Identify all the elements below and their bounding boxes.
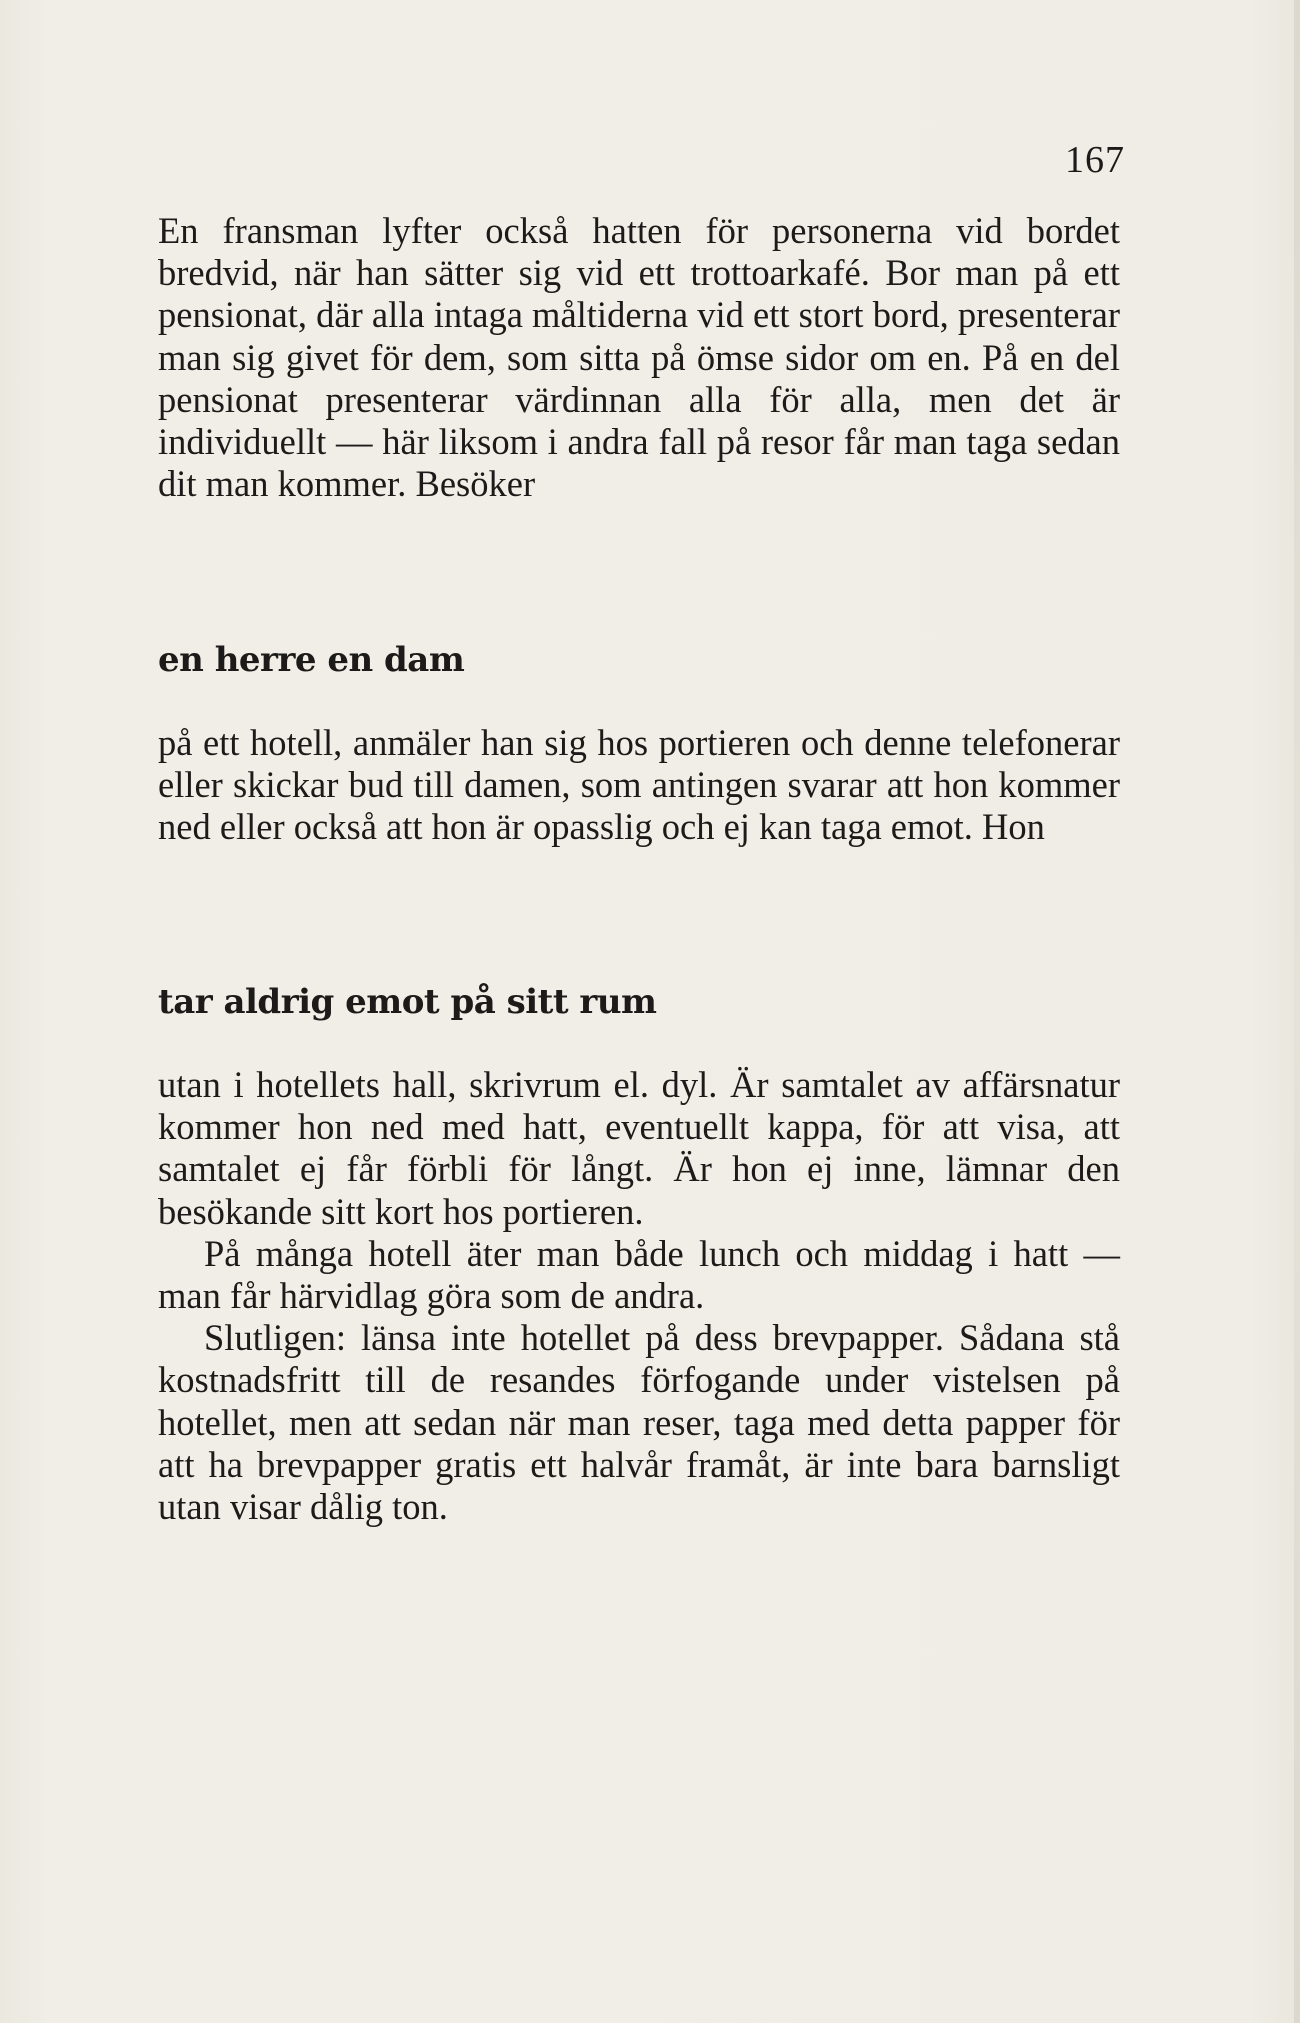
paragraph: utan i hotellets hall, skrivrum el. dyl. Är samtalet av affärsnatur kommer hon ned med hatt, eventuellt kappa, för att visa, att samtalet ej får förbli för långt. Är hon ej inne, lämnar den besökande sitt kort hos portieren. bbox=[158, 1064, 1120, 1232]
paragraph: på ett hotell, anmäler han sig hos portieren och denne telefonerar eller skickar bud till damen, som antingen svarar att hon kommer ned eller också att hon är opasslig och ej kan taga emot. Hon bbox=[158, 722, 1120, 848]
text-block-hotel-etiquette bbox=[158, 1064, 1120, 1528]
paragraph: Slutligen: länsa inte hotellet på dess brevpapper. Sådana stå kostnadsfritt till de resandes förfogande under vistelsen på hotellet, men att sedan när man reser, taga med detta papper för att ha brevpapper gratis ett halvår framåt, är inte bara barnsligt utan visar dålig ton. bbox=[158, 1317, 1120, 1528]
text-block-intro bbox=[158, 210, 1120, 505]
run-in-heading: en herre en dam bbox=[158, 640, 465, 680]
run-in-heading: tar aldrig emot på sitt rum bbox=[158, 982, 657, 1022]
page-edge bbox=[1294, 0, 1300, 2023]
paragraph: På många hotell äter man både lunch och middag i hatt — man får härvidlag göra som de andra. bbox=[158, 1232, 1120, 1317]
paragraph: En fransman lyfter också hatten för personerna vid bordet bredvid, när han sätter sig vid ett trottoarkafé. Bor man på ett pensionat, där alla intaga måltiderna vid ett stort bord, presenterar man sig givet för dem, som sitta på ömse sidor om en. På en del pensionat presenterar värdinnan alla för alla, men det är individuellt — här liksom i andra fall på resor får man taga sedan dit man kommer. Besöker bbox=[158, 210, 1120, 505]
text-block-hotel-visit bbox=[158, 722, 1120, 849]
page-number: 167 bbox=[1065, 139, 1125, 181]
